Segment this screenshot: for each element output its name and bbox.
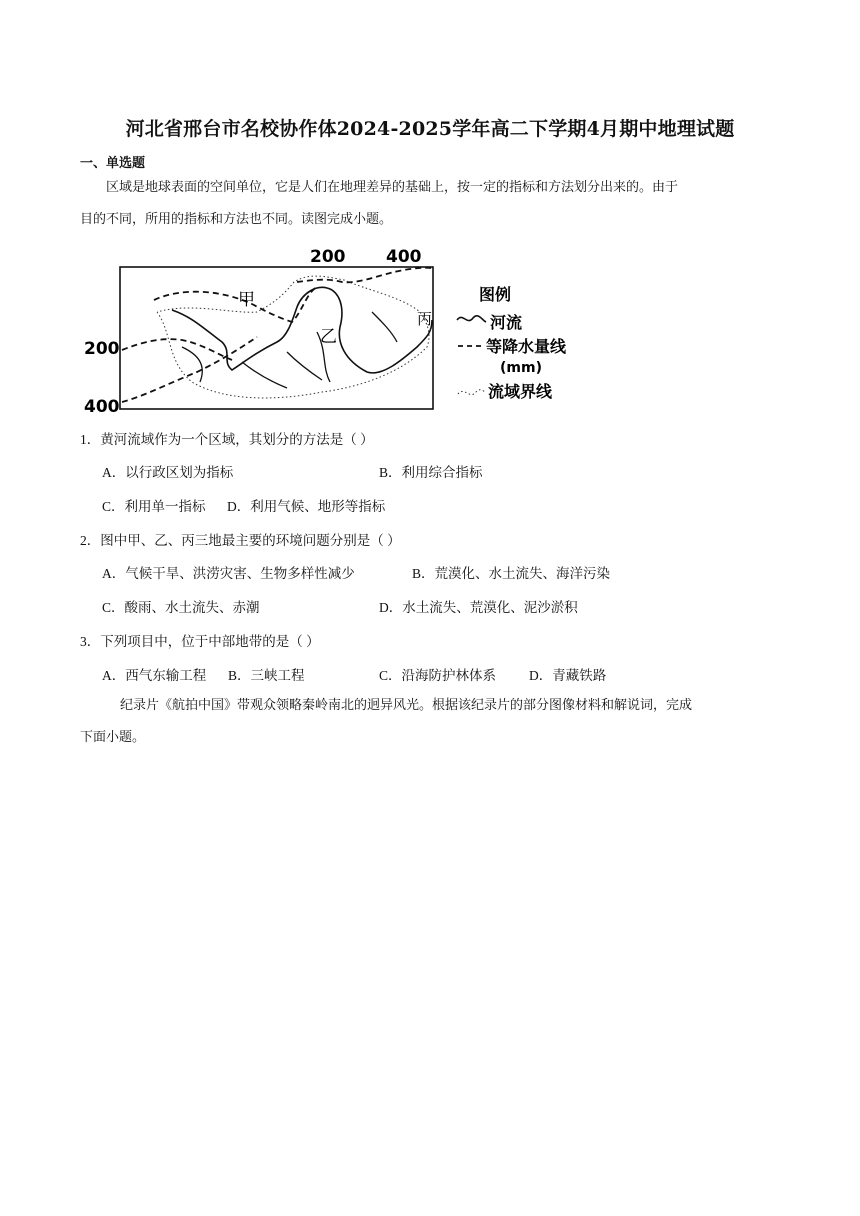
legend-boundary-label: 流域界线: [488, 382, 553, 401]
outro-line-2: 下面小题。: [80, 730, 146, 745]
river-main: [172, 287, 432, 372]
outro-paragraph: [80, 690, 780, 754]
question-2-option-c: C．酸雨、水土流失、赤潮: [102, 600, 260, 615]
question-2-option-a: A．气候干旱、洪涝灾害、生物多样性减少: [102, 566, 355, 581]
label-top-200: 200: [310, 247, 346, 267]
legend-boundary-symbol: [458, 390, 486, 395]
label-yi: 乙: [320, 327, 337, 347]
question-1-option-a: A．以行政区划为指标: [102, 465, 234, 480]
legend-title: 图例: [479, 285, 512, 304]
question-1-stem: 1．黄河流域作为一个区域，其划分的方法是（ ）: [80, 432, 374, 447]
page-title: 河北省邢台市名校协作体2024-2025学年高二下学期4月期中地理试题: [125, 118, 735, 140]
river-tributary-4: [372, 312, 397, 342]
river-tributary-3: [182, 347, 202, 382]
isohyet-south: [122, 337, 257, 402]
question-1-option-d: D．利用气候、地形等指标: [227, 499, 386, 514]
yellow-river-map: [82, 242, 572, 414]
intro-line-2: 目的不同，所用的指标和方法也不同。读图完成小题。: [80, 212, 393, 227]
legend-isohyet-unit: (mm): [500, 360, 542, 376]
isohyet-loop: [154, 287, 317, 322]
question-1-option-c: C．利用单一指标: [102, 499, 206, 514]
question-2-option-b: B．荒漠化、水土流失、海洋污染: [412, 566, 611, 581]
map-frame: [120, 267, 433, 409]
section-heading: 一、单选题: [80, 156, 146, 171]
question-2-stem: 2．图中甲、乙、丙三地最主要的环境问题分别是（ ）: [80, 533, 401, 548]
label-left-400: 400: [84, 397, 120, 414]
basin-boundary: [157, 276, 429, 398]
question-3-option-a: A．西气东输工程: [102, 668, 207, 683]
outro-line-1: 纪录片《航拍中国》带观众领略秦岭南北的迥异风光。根据该纪录片的部分图像材料和解说词，完成: [120, 698, 693, 713]
label-left-200: 200: [84, 339, 120, 359]
river-tributary-2: [287, 352, 322, 380]
legend-isohyet-label: 等降水量线: [486, 337, 567, 356]
river-tributary-5: [242, 362, 287, 388]
question-3-option-c: C．沿海防护林体系: [379, 668, 497, 683]
label-bing: 丙: [417, 310, 433, 328]
isohyet-west: [122, 339, 232, 360]
question-3-option-d: D．青藏铁路: [529, 668, 607, 683]
question-3-stem: 3．下列项目中，位于中部地带的是（ ）: [80, 634, 320, 649]
label-top-400: 400: [386, 247, 422, 267]
legend-river-symbol: [457, 316, 486, 322]
intro-line-1: 区域是地球表面的空间单位，它是人们在地理差异的基础上，按一定的指标和方法划分出来的。由于: [106, 180, 679, 195]
intro-paragraph: [80, 172, 780, 236]
question-1-option-b: B．利用综合指标: [379, 465, 483, 480]
isohyet-200-line: [297, 268, 432, 283]
question-2-option-d: D．水土流失、荒漠化、泥沙淤积: [379, 600, 578, 615]
label-jia: 甲: [238, 290, 255, 310]
legend-river-label: 河流: [490, 313, 523, 332]
question-3-option-b: B．三峡工程: [228, 668, 305, 683]
